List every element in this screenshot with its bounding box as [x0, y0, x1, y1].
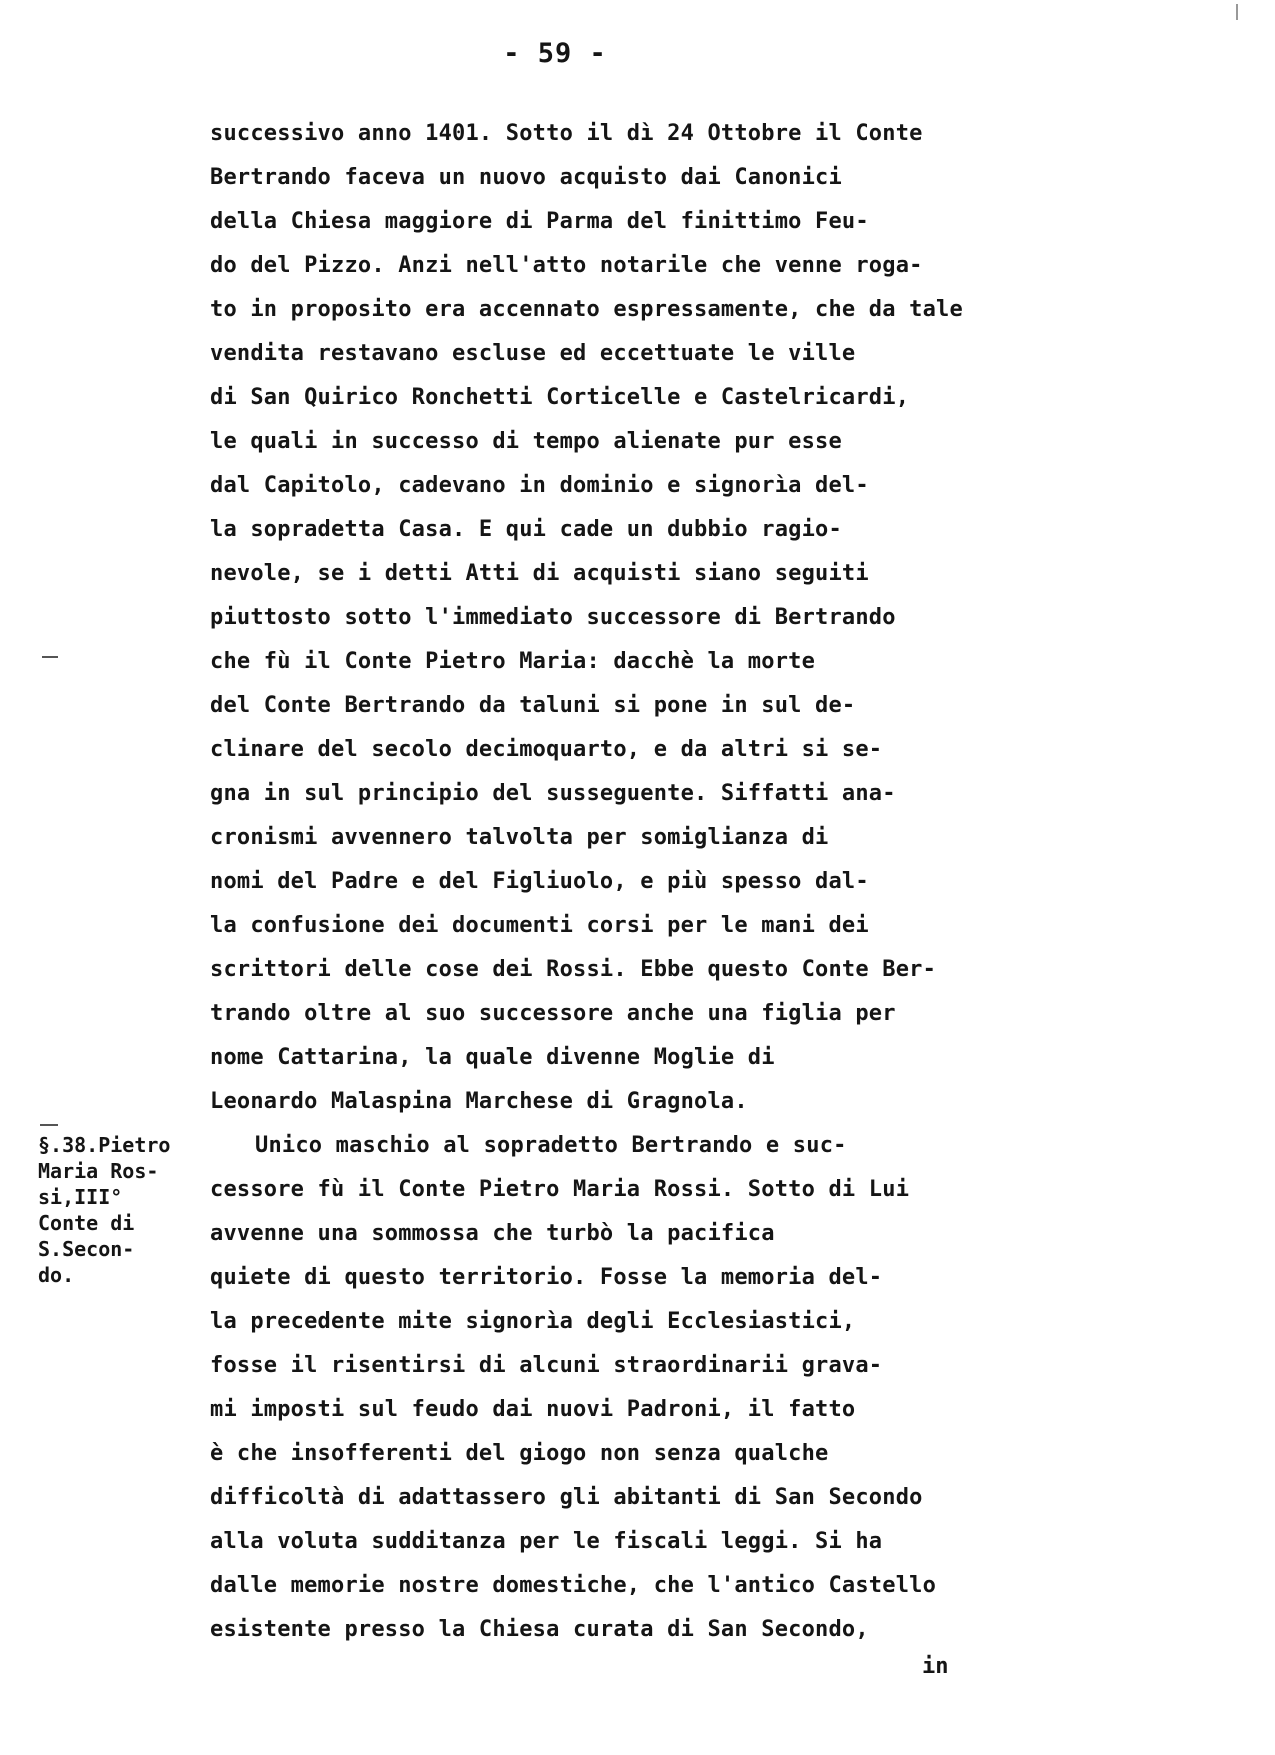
text-line: gna in sul principio del susseguente. Siffatti ana-	[210, 781, 896, 806]
page-number: - 59 -	[503, 38, 607, 69]
text-line: dalle memorie nostre domestiche, che l'antico Castello	[210, 1573, 937, 1598]
text-line: fosse il risentirsi di alcuni straordinarii grava-	[210, 1353, 883, 1378]
stray-mark	[40, 1124, 58, 1126]
text-line: vendita restavano escluse ed eccettuate le ville	[210, 341, 856, 366]
text-line: Unico maschio al sopradetto Bertrando e suc-	[255, 1133, 847, 1158]
text-line: scrittori delle cose dei Rossi. Ebbe questo Conte Ber-	[210, 957, 937, 982]
text-line: di San Quirico Ronchetti Corticelle e Castelricardi,	[210, 385, 910, 410]
margin-note-line: S.Secon-	[38, 1237, 135, 1261]
text-line: cessore fù il Conte Pietro Maria Rossi. Sotto di Lui	[210, 1177, 910, 1202]
text-line: esistente presso la Chiesa curata di San Secondo,	[210, 1617, 869, 1642]
text-line: to in proposito era accennato espressamente, che da tale	[210, 297, 963, 322]
text-line: cronismi avvennero talvolta per somiglianza di	[210, 825, 829, 850]
text-line: la precedente mite signorìa degli Ecclesiastici,	[210, 1309, 856, 1334]
text-line: la sopradetta Casa. E qui cade un dubbio ragio-	[210, 517, 842, 542]
text-line: piuttosto sotto l'immediato successore di Bertrando	[210, 605, 896, 630]
margin-note-line: Conte di	[38, 1211, 135, 1235]
text-line: dal Capitolo, cadevano in dominio e signorìa del-	[210, 473, 869, 498]
text-line: mi imposti sul feudo dai nuovi Padroni, il fatto	[210, 1397, 856, 1422]
text-line: del Conte Bertrando da taluni si pone in sul de-	[210, 693, 856, 718]
text-line: che fù il Conte Pietro Maria: dacchè la morte	[210, 649, 816, 674]
text-line: avvenne una sommossa che turbò la pacifica	[210, 1221, 775, 1246]
margin-note-line: Maria Ros-	[38, 1159, 159, 1183]
edge-mark	[1236, 4, 1238, 20]
text-line: trando oltre al suo successore anche una figlia per	[210, 1001, 896, 1026]
margin-note-line: si,III°	[38, 1185, 123, 1209]
margin-note-line: §.38.Pietro	[38, 1133, 171, 1157]
text-line: è che insofferenti del giogo non senza qualche	[210, 1441, 829, 1466]
text-line: Bertrando faceva un nuovo acquisto dai Canonici	[210, 165, 842, 190]
text-line: nomi del Padre e del Figliuolo, e più spesso dal-	[210, 869, 869, 894]
text-line: successivo anno 1401. Sotto il dì 24 Ottobre il Conte	[210, 121, 923, 146]
text-line: quiete di questo territorio. Fosse la memoria del-	[210, 1265, 883, 1290]
catchword: in	[922, 1654, 949, 1679]
text-line: clinare del secolo decimoquarto, e da altri si se-	[210, 737, 883, 762]
stray-mark	[42, 656, 58, 658]
text-line: nome Cattarina, la quale divenne Moglie di	[210, 1045, 775, 1070]
text-line: la confusione dei documenti corsi per le mani dei	[210, 913, 869, 938]
margin-note-line: do.	[38, 1263, 75, 1287]
text-line: le quali in successo di tempo alienate pur esse	[210, 429, 842, 454]
text-line: della Chiesa maggiore di Parma del finittimo Feu-	[210, 209, 869, 234]
text-line: nevole, se i detti Atti di acquisti siano seguiti	[210, 561, 869, 586]
text-line: difficoltà di adattassero gli abitanti di San Secondo	[210, 1485, 923, 1510]
text-line: Leonardo Malaspina Marchese di Gragnola.	[210, 1089, 748, 1114]
text-line: do del Pizzo. Anzi nell'atto notarile che venne roga-	[210, 253, 923, 278]
text-line: alla voluta sudditanza per le fiscali leggi. Si ha	[210, 1529, 883, 1554]
body-text	[210, 112, 1090, 1652]
margin-note	[38, 1132, 218, 1288]
